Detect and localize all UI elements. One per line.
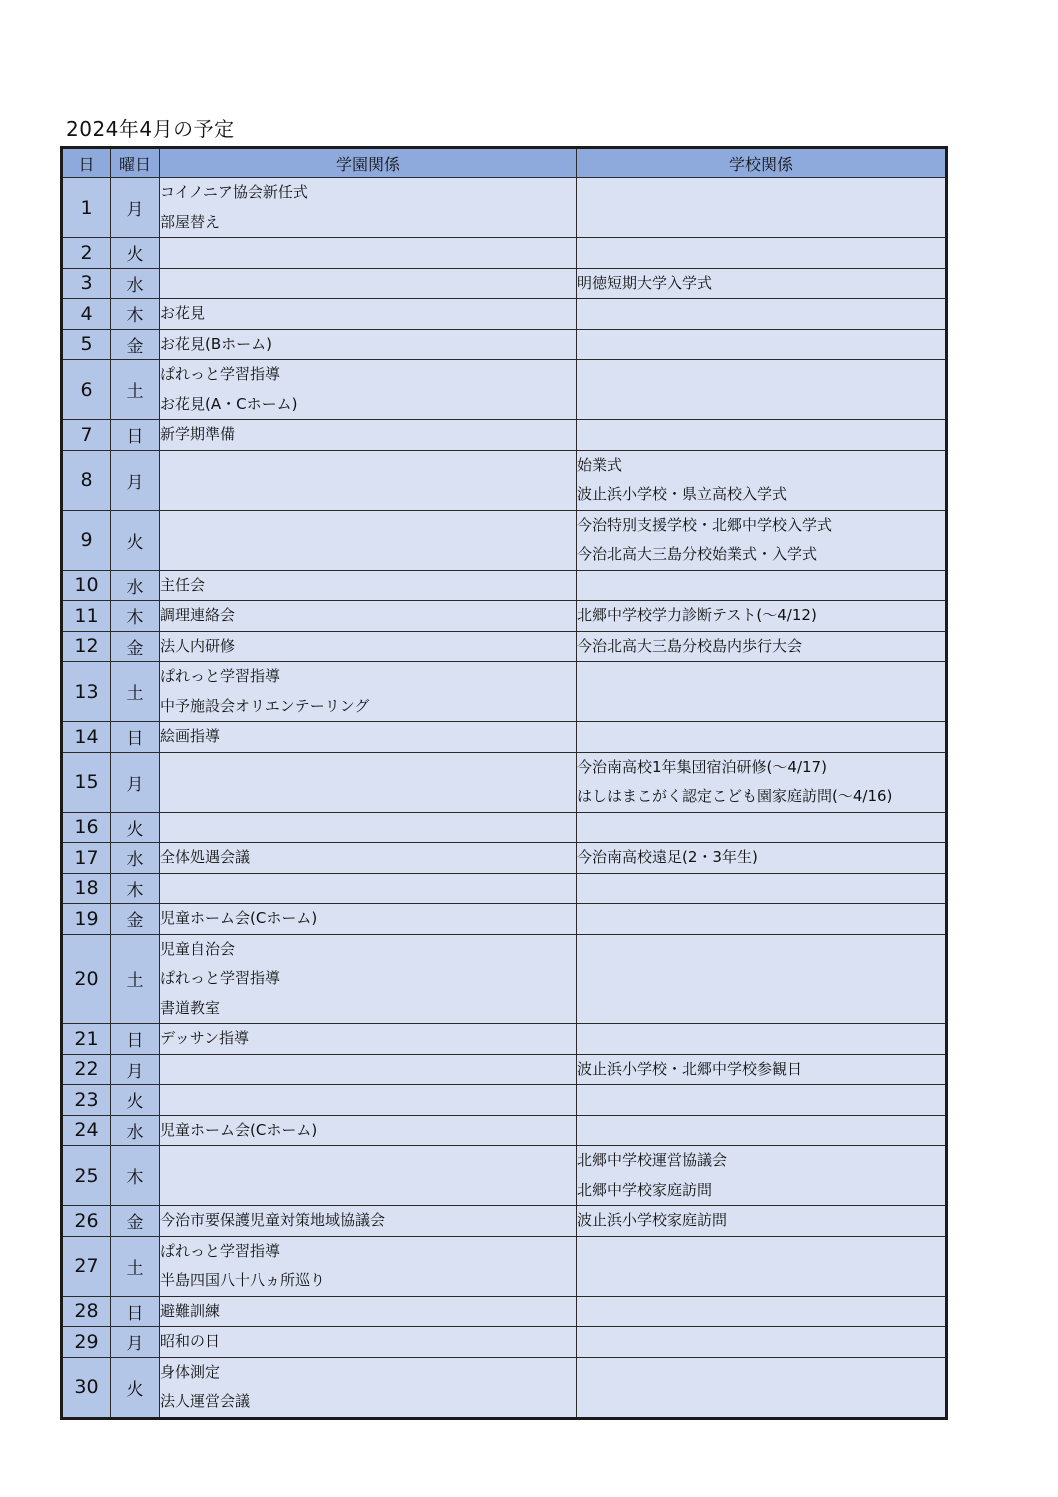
weekday-cell: 金: [111, 631, 160, 662]
day-cell: 22: [62, 1054, 111, 1085]
gakko-event: 波止浜小学校家庭訪問: [577, 1211, 728, 1229]
table-row: [62, 1357, 947, 1418]
table-row: [62, 1327, 947, 1358]
table-row: [62, 812, 947, 843]
gakuen-event: 調理連絡会: [160, 606, 236, 624]
gakko-cell: [577, 1206, 947, 1237]
weekday-cell: 金: [111, 329, 160, 360]
table-row: [62, 873, 947, 904]
gakuen-cell: [160, 238, 577, 269]
weekday-cell: 水: [111, 570, 160, 601]
table-row: [62, 752, 947, 812]
table-row: [62, 722, 947, 753]
gakko-cell: [577, 601, 947, 632]
day-cell: 26: [62, 1206, 111, 1237]
weekday-cell: 月: [111, 450, 160, 510]
gakuen-event: 児童ホーム会(Cホーム): [160, 909, 318, 927]
weekday-cell: 土: [111, 360, 160, 420]
weekday-cell: 土: [111, 1236, 160, 1296]
gakko-event: 北郷中学校運営協議会: [577, 1151, 728, 1169]
gakuen-event: 絵画指導: [160, 727, 221, 745]
gakko-cell: [577, 843, 947, 874]
gakuen-cell: [160, 812, 577, 843]
table-row: [62, 450, 947, 510]
gakuen-cell: [160, 178, 577, 238]
table-row: [62, 904, 947, 935]
gakko-cell: [577, 904, 947, 935]
table-row: [62, 299, 947, 330]
gakko-cell: [577, 450, 947, 510]
gakko-event: 北郷中学校家庭訪問: [577, 1180, 713, 1199]
gakko-cell: [577, 812, 947, 843]
schedule-table: [60, 146, 948, 1420]
gakko-event: 始業式: [577, 455, 623, 474]
gakuen-cell: [160, 1206, 577, 1237]
weekday-cell: 日: [111, 1024, 160, 1055]
day-cell: 8: [62, 450, 111, 510]
day-cell: 30: [62, 1357, 111, 1418]
table-row: [62, 238, 947, 269]
gakuen-cell: [160, 662, 577, 722]
gakuen-cell: [160, 268, 577, 299]
gakuen-event: 避難訓練: [160, 1301, 221, 1320]
gakko-cell: [577, 1327, 947, 1358]
day-cell: 7: [62, 420, 111, 451]
gakko-event: 波止浜小学校・北郷中学校参観日: [577, 1059, 803, 1078]
table-row: [62, 601, 947, 632]
gakuen-event: 半島四国八十八ヵ所巡り: [160, 1271, 326, 1289]
gakuen-cell: [160, 1054, 577, 1085]
gakuen-event: 身体測定: [160, 1362, 221, 1381]
gakko-event: 今治北高大三島分校島内歩行大会: [577, 636, 803, 655]
gakuen-cell: [160, 722, 577, 753]
weekday-cell: 水: [111, 1115, 160, 1146]
gakuen-event: 新学期準備: [160, 425, 236, 443]
table-row: [62, 1115, 947, 1146]
gakko-cell: [577, 631, 947, 662]
gakuen-event: 全体処遇会議: [160, 848, 251, 866]
day-cell: 10: [62, 570, 111, 601]
gakko-cell: [577, 420, 947, 451]
table-row: [62, 1085, 947, 1116]
day-cell: 27: [62, 1236, 111, 1296]
weekday-cell: 木: [111, 299, 160, 330]
gakko-event: 今治南高校遠足(2・3年生): [577, 848, 758, 866]
gakko-event: 今治特別支援学校・北郷中学校入学式: [577, 515, 833, 534]
gakuen-cell: [160, 934, 577, 1024]
day-cell: 24: [62, 1115, 111, 1146]
table-row: [62, 934, 947, 1024]
day-cell: 11: [62, 601, 111, 632]
gakko-cell: [577, 1054, 947, 1085]
gakko-cell: [577, 268, 947, 299]
gakko-cell: [577, 1115, 947, 1146]
day-cell: 5: [62, 329, 111, 360]
header-day: 日: [62, 148, 111, 178]
header-gakuen: 学園関係: [160, 148, 577, 178]
weekday-cell: 金: [111, 1206, 160, 1237]
weekday-cell: 土: [111, 934, 160, 1024]
table-row: [62, 570, 947, 601]
gakuen-event: お花見(Bホーム): [160, 334, 272, 353]
weekday-cell: 金: [111, 904, 160, 935]
table-row: [62, 1024, 947, 1055]
gakuen-event: 中予施設会オリエンテーリング: [160, 696, 370, 715]
day-cell: 13: [62, 662, 111, 722]
table-row: [62, 1206, 947, 1237]
weekday-cell: 木: [111, 873, 160, 904]
gakuen-cell: [160, 450, 577, 510]
day-cell: 20: [62, 934, 111, 1024]
gakko-cell: [577, 934, 947, 1024]
day-cell: 4: [62, 299, 111, 330]
gakuen-event: ぱれっと学習指導: [160, 969, 281, 987]
table-row: [62, 1296, 947, 1327]
table-row: [62, 1054, 947, 1085]
day-cell: 9: [62, 510, 111, 570]
gakuen-event: 児童ホーム会(Cホーム): [160, 1120, 318, 1139]
table-row: [62, 510, 947, 570]
day-cell: 6: [62, 360, 111, 420]
gakuen-cell: [160, 843, 577, 874]
gakko-event: 今治北高大三島分校始業式・入学式: [577, 545, 818, 563]
weekday-cell: 月: [111, 1327, 160, 1358]
weekday-cell: 木: [111, 601, 160, 632]
gakko-event: はしはまこがく認定こども園家庭訪問(～4/16): [577, 787, 893, 805]
header-gakko: 学校関係: [577, 148, 947, 178]
gakko-cell: [577, 238, 947, 269]
gakuen-event: ぱれっと学習指導: [160, 1241, 281, 1260]
gakuen-event: 今治市要保護児童対策地域協議会: [160, 1211, 386, 1229]
gakuen-event: 部屋替え: [160, 212, 221, 231]
gakko-cell: [577, 873, 947, 904]
gakuen-event: 児童自治会: [160, 939, 236, 958]
table-row: [62, 178, 947, 238]
weekday-cell: 水: [111, 843, 160, 874]
gakuen-cell: [160, 360, 577, 420]
table-row: [62, 1236, 947, 1296]
page-title: 2024年4月の予定: [66, 117, 235, 141]
gakuen-event: お花見: [160, 304, 206, 322]
gakuen-event: ぱれっと学習指導: [160, 365, 281, 383]
gakuen-cell: [160, 873, 577, 904]
gakuen-cell: [160, 1296, 577, 1327]
weekday-cell: 木: [111, 1146, 160, 1206]
day-cell: 19: [62, 904, 111, 935]
day-cell: 21: [62, 1024, 111, 1055]
gakko-cell: [577, 1085, 947, 1116]
day-cell: 16: [62, 812, 111, 843]
gakuen-cell: [160, 420, 577, 451]
day-cell: 15: [62, 752, 111, 812]
day-cell: 18: [62, 873, 111, 904]
gakuen-event: デッサン指導: [160, 1029, 249, 1047]
day-cell: 1: [62, 178, 111, 238]
weekday-cell: 土: [111, 662, 160, 722]
gakuen-cell: [160, 601, 577, 632]
day-cell: 23: [62, 1085, 111, 1116]
gakko-event: 明徳短期大学入学式: [577, 273, 713, 292]
gakko-cell: [577, 360, 947, 420]
day-cell: 14: [62, 722, 111, 753]
table-row: [62, 420, 947, 451]
gakuen-event: 法人内研修: [160, 636, 236, 655]
gakuen-event: 書道教室: [160, 998, 221, 1017]
gakko-cell: [577, 1236, 947, 1296]
day-cell: 2: [62, 238, 111, 269]
weekday-cell: 火: [111, 510, 160, 570]
gakuen-event: コイノニア協会新任式: [160, 183, 308, 201]
gakko-cell: [577, 1296, 947, 1327]
weekday-cell: 日: [111, 1296, 160, 1327]
gakuen-cell: [160, 904, 577, 935]
gakko-cell: [577, 510, 947, 570]
gakuen-cell: [160, 1236, 577, 1296]
weekday-cell: 日: [111, 722, 160, 753]
day-cell: 28: [62, 1296, 111, 1327]
weekday-cell: 火: [111, 238, 160, 269]
table-row: [62, 268, 947, 299]
gakuen-cell: [160, 752, 577, 812]
gakko-cell: [577, 722, 947, 753]
gakuen-cell: [160, 1357, 577, 1418]
gakuen-event: お花見(A・Cホーム): [160, 394, 298, 413]
weekday-cell: 月: [111, 752, 160, 812]
gakko-cell: [577, 752, 947, 812]
gakuen-cell: [160, 1327, 577, 1358]
gakko-cell: [577, 1024, 947, 1055]
gakuen-event: 主任会: [160, 575, 206, 594]
table-row: [62, 360, 947, 420]
table-row: [62, 329, 947, 360]
gakuen-cell: [160, 510, 577, 570]
gakuen-cell: [160, 329, 577, 360]
gakko-event: 今治南高校1年集団宿泊研修(～4/17): [577, 757, 827, 776]
weekday-cell: 日: [111, 420, 160, 451]
weekday-cell: 火: [111, 1085, 160, 1116]
header-row: [62, 148, 947, 178]
weekday-cell: 火: [111, 812, 160, 843]
day-cell: 3: [62, 268, 111, 299]
gakuen-event: ぱれっと学習指導: [160, 667, 281, 685]
gakuen-cell: [160, 1085, 577, 1116]
weekday-cell: 月: [111, 1054, 160, 1085]
day-cell: 12: [62, 631, 111, 662]
gakko-cell: [577, 1357, 947, 1418]
header-weekday: 曜日: [111, 148, 160, 178]
gakuen-cell: [160, 299, 577, 330]
day-cell: 17: [62, 843, 111, 874]
gakuen-cell: [160, 570, 577, 601]
gakuen-cell: [160, 1024, 577, 1055]
gakuen-event: 法人運営会議: [160, 1392, 251, 1410]
table-row: [62, 662, 947, 722]
day-cell: 25: [62, 1146, 111, 1206]
gakko-cell: [577, 662, 947, 722]
weekday-cell: 水: [111, 268, 160, 299]
gakko-cell: [577, 178, 947, 238]
gakuen-cell: [160, 1115, 577, 1146]
gakuen-cell: [160, 1146, 577, 1206]
table-row: [62, 1146, 947, 1206]
gakko-event: 北郷中学校学力診断テスト(～4/12): [577, 606, 817, 624]
table-row: [62, 843, 947, 874]
gakko-cell: [577, 299, 947, 330]
gakuen-event: 昭和の日: [160, 1332, 221, 1350]
gakko-cell: [577, 329, 947, 360]
gakko-cell: [577, 570, 947, 601]
weekday-cell: 火: [111, 1357, 160, 1418]
day-cell: 29: [62, 1327, 111, 1358]
gakuen-cell: [160, 631, 577, 662]
weekday-cell: 月: [111, 178, 160, 238]
gakko-cell: [577, 1146, 947, 1206]
table-row: [62, 631, 947, 662]
gakko-event: 波止浜小学校・県立高校入学式: [577, 485, 788, 503]
